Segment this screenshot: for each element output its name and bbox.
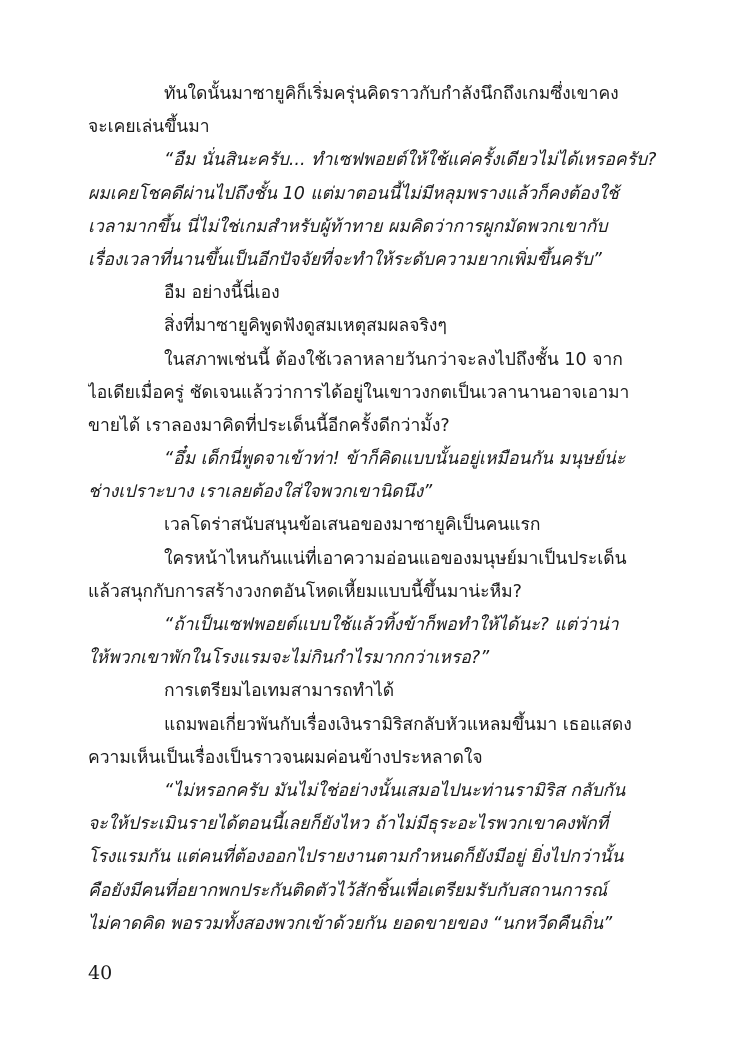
text-line: “ไม่หรอกครับ มันไม่ใช่อย่างนั้นเสมอไปนะท่านรามิริส กลับกัน [164,780,626,801]
paragraph [88,78,658,144]
paragraph [88,609,658,675]
text-line: สิ่งที่มาซายูคิพูดฟังดูสมเหตุสมผลจริงๆ [164,316,447,337]
text-line: ไอเดียเมื่อครู่ ชัดเจนแล้วว่าการได้อยู่ในเขาวงกตเป็นเวลานานอาจเอามา [88,382,630,403]
paragraph [88,310,658,343]
paragraph [88,709,658,775]
text-line: ไม่คาดคิด พอรวมทั้งสองพวกเข้าด้วยกัน ยอดขายของ “นกหวีดคืนถิ่น” [88,913,613,934]
paragraph [88,344,658,444]
paragraph [88,675,658,708]
text-line: คือยังมีคนที่อยากพกประกันติดตัวไว้สักชิ้นเพื่อเตรียมรับกับสถานการณ์ [88,880,608,901]
text-line: เวลามากขึ้น นี่ไม่ใช่เกมสำหรับผู้ท้าทาย ผมคิดว่าการผูกมัดพวกเขากับ [88,216,608,237]
text-line: แล้วสนุกกับการสร้างวงกตอันโหดเหี้ยมแบบนี้ขึ้นมาน่ะหืม? [88,581,522,602]
text-line: ให้พวกเขาพักในโรงแรมจะไม่กินกำไรมากกว่าเหรอ?” [88,648,490,669]
text-line: เรื่องเวลาที่นานขึ้นเป็นอีกปัจจัยที่จะทำให้ระดับความยากเพิ่มขึ้นครับ” [88,249,602,270]
paragraph [88,543,658,609]
text-line: “อึ๋ม เด็กนี่พูดจาเข้าท่า! ข้าก็คิดแบบนั้นอยู่เหมือนกัน มนุษย์น่ะ [164,449,626,470]
text-line: อืม อย่างนี้นี่เอง [164,283,280,304]
text-line: แถมพอเกี่ยวพันกับเรื่องเงินรามิริสกลับหัวแหลมขึ้นมา เธอแสดง [164,714,632,735]
text-line: จะเคยเล่นขึ้นมา [88,117,210,138]
text-line: เวลโดร่าสนับสนุนข้อเสนอของมาซายูคิเป็นคนแรก [164,515,541,536]
text-line: ในสภาพเช่นนี้ ต้องใช้เวลาหลายวันกว่าจะลงไปถึงชั้น 10 จาก [164,349,623,370]
text-line: การเตรียมไอเทมสามารถทำได้ [164,681,395,702]
paragraph [88,144,658,277]
paragraph [88,277,658,310]
text-line: ช่างเปราะบาง เราเลยต้องใส่ใจพวกเขานิดนึง” [88,482,433,503]
text-line: ความเห็นเป็นเรื่องเป็นราวจนผมค่อนข้างประหลาดใจ [88,747,483,768]
text-line: จะให้ประเมินรายได้ตอนนี้เลยก็ยังไหว ถ้าไม่มีธุระอะไรพวกเขาคงพักที่ [88,814,609,835]
text-line: “อืม นั่นสินะครับ... ทำเซฟพอยต์ให้ใช้แค่ครั้งเดียวไม่ได้เหรอครับ? [164,150,657,171]
text-line: ขายได้ เราลองมาคิดที่ประเด็นนี้อีกครั้งดีกว่ามั้ง? [88,415,450,436]
paragraph [88,509,658,542]
paragraph [88,443,658,509]
body-text [88,78,658,941]
text-line: โรงแรมกัน แต่คนที่ต้องออกไปรายงานตามกำหนดก็ยังมีอยู่ ยิ่งไปกว่านั้น [88,847,624,868]
text-line: ทันใดนั้นมาซายูคิก็เริ่มครุ่นคิดราวกับกำลังนึกถึงเกมซึ่งเขาคง [164,84,619,104]
text-line: ผมเคยโชคดีผ่านไปถึงชั้น 10 แต่มาตอนนี้ไม่มีหลุมพรางแล้วก็คงต้องใช้ [88,183,619,204]
text-line: “ถ้าเป็นเซฟพอยต์แบบใช้แล้วทิ้งข้าก็พอทำให้ได้นะ? แต่ว่าน่า [164,615,619,635]
page-number: 40 [88,962,113,984]
paragraph [88,775,658,941]
text-line: ใครหน้าไหนกันแน่ที่เอาความอ่อนแอของมนุษย์มาเป็นประเด็น [164,548,627,569]
